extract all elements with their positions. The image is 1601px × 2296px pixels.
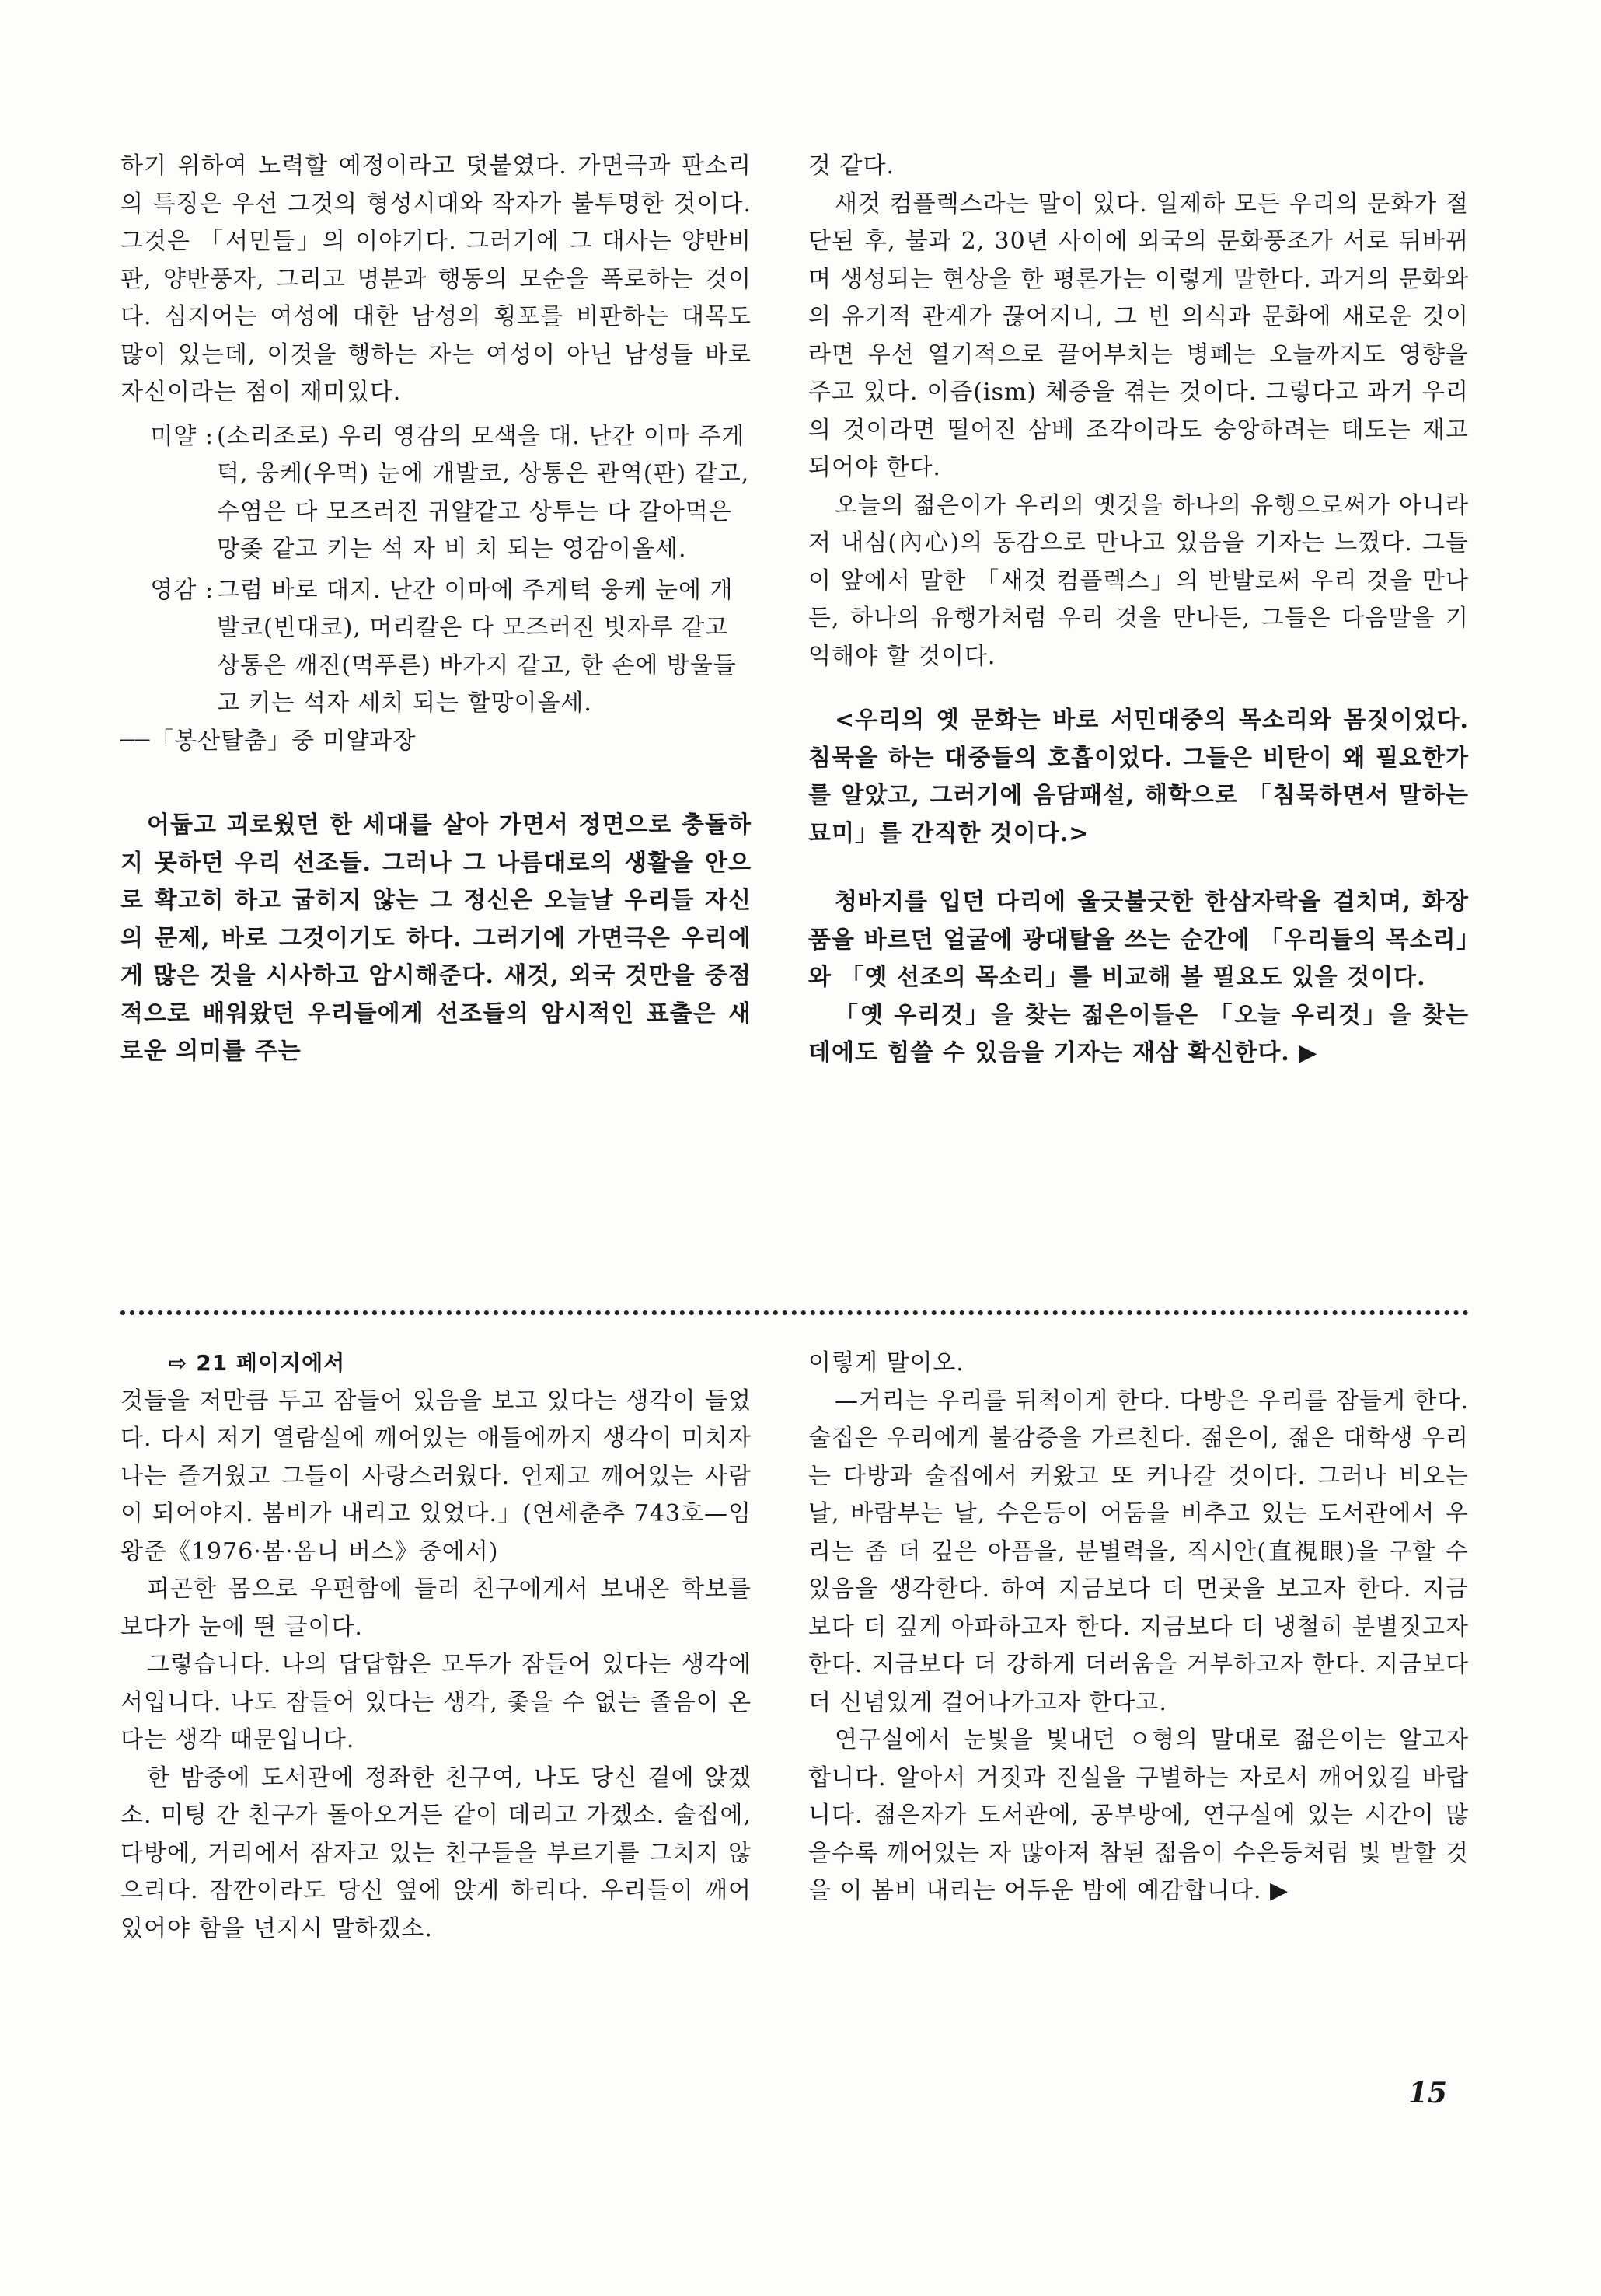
speaker-label: 미얄 : — [150, 422, 214, 450]
page-number: 15 — [1408, 2077, 1448, 2109]
body-paragraph: 어둡고 괴로웠던 한 세대를 살아 가면서 정면으로 충돌하지 못하던 우리 선조들. 그러나 그 나름대로의 생활을 안으로 확고히 하고 굽히지 않는 그 정신은 오늘날 우리들 자신의 문제, 바로 그것이기도 하다. 그러기에 가면극은 우리에게 많은 것을 시사하고 암시해준다. 새것, 외국 것만을 중점적으로 배워왔던 우리들에게 선조들의 암시적인 표출은 새로운 의미를 주는 — [120, 811, 752, 1065]
body-paragraph: 청바지를 입던 다리에 울긋불긋한 한삼자락을 걸치며, 화장품을 바르던 얼굴에 광대탈을 쓰는 순간에 「우리들의 목소리」와 「옛 선조의 목소리」를 비교해 볼 필요도 있을 것이다. — [808, 888, 1469, 991]
speaker-label: 영감 : — [150, 576, 214, 604]
section-divider — [120, 1310, 1469, 1315]
continued-from-ref: ⇨ 21 페이지에서 — [169, 1350, 346, 1376]
body-paragraph: 한 밤중에 도서관에 정좌한 친구여, 나도 당신 곁에 앉겠소. 미팅 간 친구가 돌아오거든 같이 데리고 가겠소. 술집에, 다방에, 거리에서 잠자고 있는 친구들을 부르기를 그치지 않으리다. 잠깐이라도 당신 옆에 앉게 하리다. 우리들이 깨어 있어야 함을 넌지시 말하겠소. — [120, 1764, 752, 1942]
body-paragraph: 「옛 우리것」을 찾는 젊은이들은 「오늘 우리것」을 찾는 데에도 힘쓸 수 있음을 기자는 재삼 확신한다. ▶ — [808, 1001, 1469, 1066]
body-paragraph: 것 같다. — [808, 152, 895, 180]
script-line-miyal — [120, 418, 752, 569]
script-line-yeonggam — [120, 572, 752, 723]
body-paragraph: 새것 컴플렉스라는 말이 있다. 일제하 모든 우리의 문화가 절단된 후, 불과 2, 30년 사이에 외국의 문화풍조가 서로 뒤바뀌며 생성되는 현상을 한 평론가는 이렇게 말한다. 과거의 문화와의 유기적 관계가 끊어지니, 그 빈 의식과 문화에 새로운 것이라면 우선 열기적으로 끌어부치는 병폐는 오늘까지도 영향을 주고 있다. 이즘(ism) 체증을 겪는 것이다. 그렇다고 과거 우리의 것이라면 떨어진 삼베 조각이라도 숭앙하려는 태도는 재고되어야 한다. — [808, 190, 1469, 481]
body-paragraph: 것들을 저만큼 두고 잠들어 있음을 보고 있다는 생각이 들었다. 다시 저기 열람실에 깨어있는 애들에까지 생각이 미치자 나는 즐거웠고 그들이 사랑스러웠다. 언제고 깨어있는 사람이 되어야지. 봄비가 내리고 있었다.」(연세춘추 743호—임 왕준《1976·봄·옴니 버스》중에서) — [120, 1387, 752, 1565]
dialogue-text: 그럼 바로 대지. 난간 이마에 주게턱 웅케 눈에 개발코(빈대코), 머리칼은 다 모즈러진 빗자루 같고 상통은 깨진(먹푸른) 바가지 같고, 한 손에 방울들고 키는 석자 세치 되는 할망이올세. — [217, 576, 737, 717]
body-paragraph: 피곤한 몸으로 우편함에 들러 친구에게서 보내온 학보를 보다가 눈에 띈 글이다. — [120, 1575, 752, 1641]
top-left-column — [120, 148, 752, 1071]
bottom-right-column — [808, 1345, 1469, 1910]
body-paragraph: 연구실에서 눈빛을 빛내던 ㅇ형의 말대로 젊은이는 알고자 합니다. 알아서 거짓과 진실을 구별하는 자로서 깨어있길 바랍니다. 젊은자가 도서관에, 공부방에, 연구실에 있는 시간이 많을수록 깨어있는 자 많아져 참된 젊음이 수은등처럼 빛 발할 것을 이 봄비 내리는 어두운 밤에 예감합니다. ▶ — [808, 1726, 1469, 1904]
body-paragraph: 그렇습니다. 나의 답답함은 모두가 잠들어 있다는 생각에서입니다. 나도 잠들어 있다는 생각, 좇을 수 없는 졸음이 온다는 생각 때문입니다. — [120, 1651, 752, 1753]
top-right-column — [808, 148, 1469, 1073]
source-citation: ──「봉산탈춤」중 미얄과장 — [120, 727, 417, 755]
intro-paragraph: 하기 위하여 노력할 예정이라고 덧붙였다. 가면극과 판소리의 특징은 우선 그것의 형성시대와 작자가 불투명한 것이다. 그것은 「서민들」의 이야기다. 그러기에 그 대사는 양반비판, 양반풍자, 그리고 명분과 행동의 모순을 폭로하는 것이다. 심지어는 여성에 대한 남성의 횡포를 비판하는 대목도 많이 있는데, 이것을 행하는 자는 여성이 아닌 남성들 바로 자신이라는 점이 재미있다. — [120, 152, 752, 406]
dialogue-text: (소리조로) 우리 영감의 모색을 대. 난간 이마 주게턱, 웅케(우먹) 눈에 개발코, 상통은 관역(판) 같고, 수염은 다 모즈러진 귀얄같고 상투는 다 갈아먹은 망좆 같고 키는 석 자 비 치 되는 영감이올세. — [217, 422, 750, 563]
body-paragraph: 이렇게 말이오. — [808, 1349, 964, 1377]
body-paragraph: 오늘의 젊은이가 우리의 옛것을 하나의 유행으로써가 아니라 저 내심(內心)의 동감으로 만나고 있음을 기자는 느꼈다. 그들이 앞에서 말한 「새것 컴플렉스」의 반발로써 우리 것을 만나든, 하나의 유행가처럼 우리 것을 만나든, 그들은 다음말을 기억해야 할 것이다. — [808, 491, 1469, 670]
body-paragraph: —거리는 우리를 뒤척이게 한다. 다방은 우리를 잠들게 한다. 술집은 우리에게 불감증을 가르친다. 젊은이, 젊은 대학생 우리는 다방과 술집에서 커왔고 또 커나갈 것이다. 그러나 비오는 날, 바람부는 날, 수은등이 어둠을 비추고 있는 도서관에서 우리는 좀 더 깊은 아픔을, 분별력을, 직시안(直視眼)을 구할 수 있음을 생각한다. 하여 지금보다 더 먼곳을 보고자 한다. 지금보다 더 깊게 아파하고자 한다. 지금보다 더 냉철히 분별짓고자 한다. 지금보다 더 강하게 더러움을 거부하고자 한다. 지금보다 더 신념있게 걸어나가고자 한다고. — [808, 1387, 1469, 1716]
quote-block: <우리의 옛 문화는 바로 서민대중의 목소리와 몸짓이었다. 침묵을 하는 대중들의 호흡이었다. 그들은 비탄이 왜 필요한가를 알았고, 그러기에 음담패설, 해학으로 「침묵하면서 말하는 묘미」를 간직한 것이다.> — [808, 707, 1469, 847]
bottom-left-column — [120, 1345, 752, 1948]
